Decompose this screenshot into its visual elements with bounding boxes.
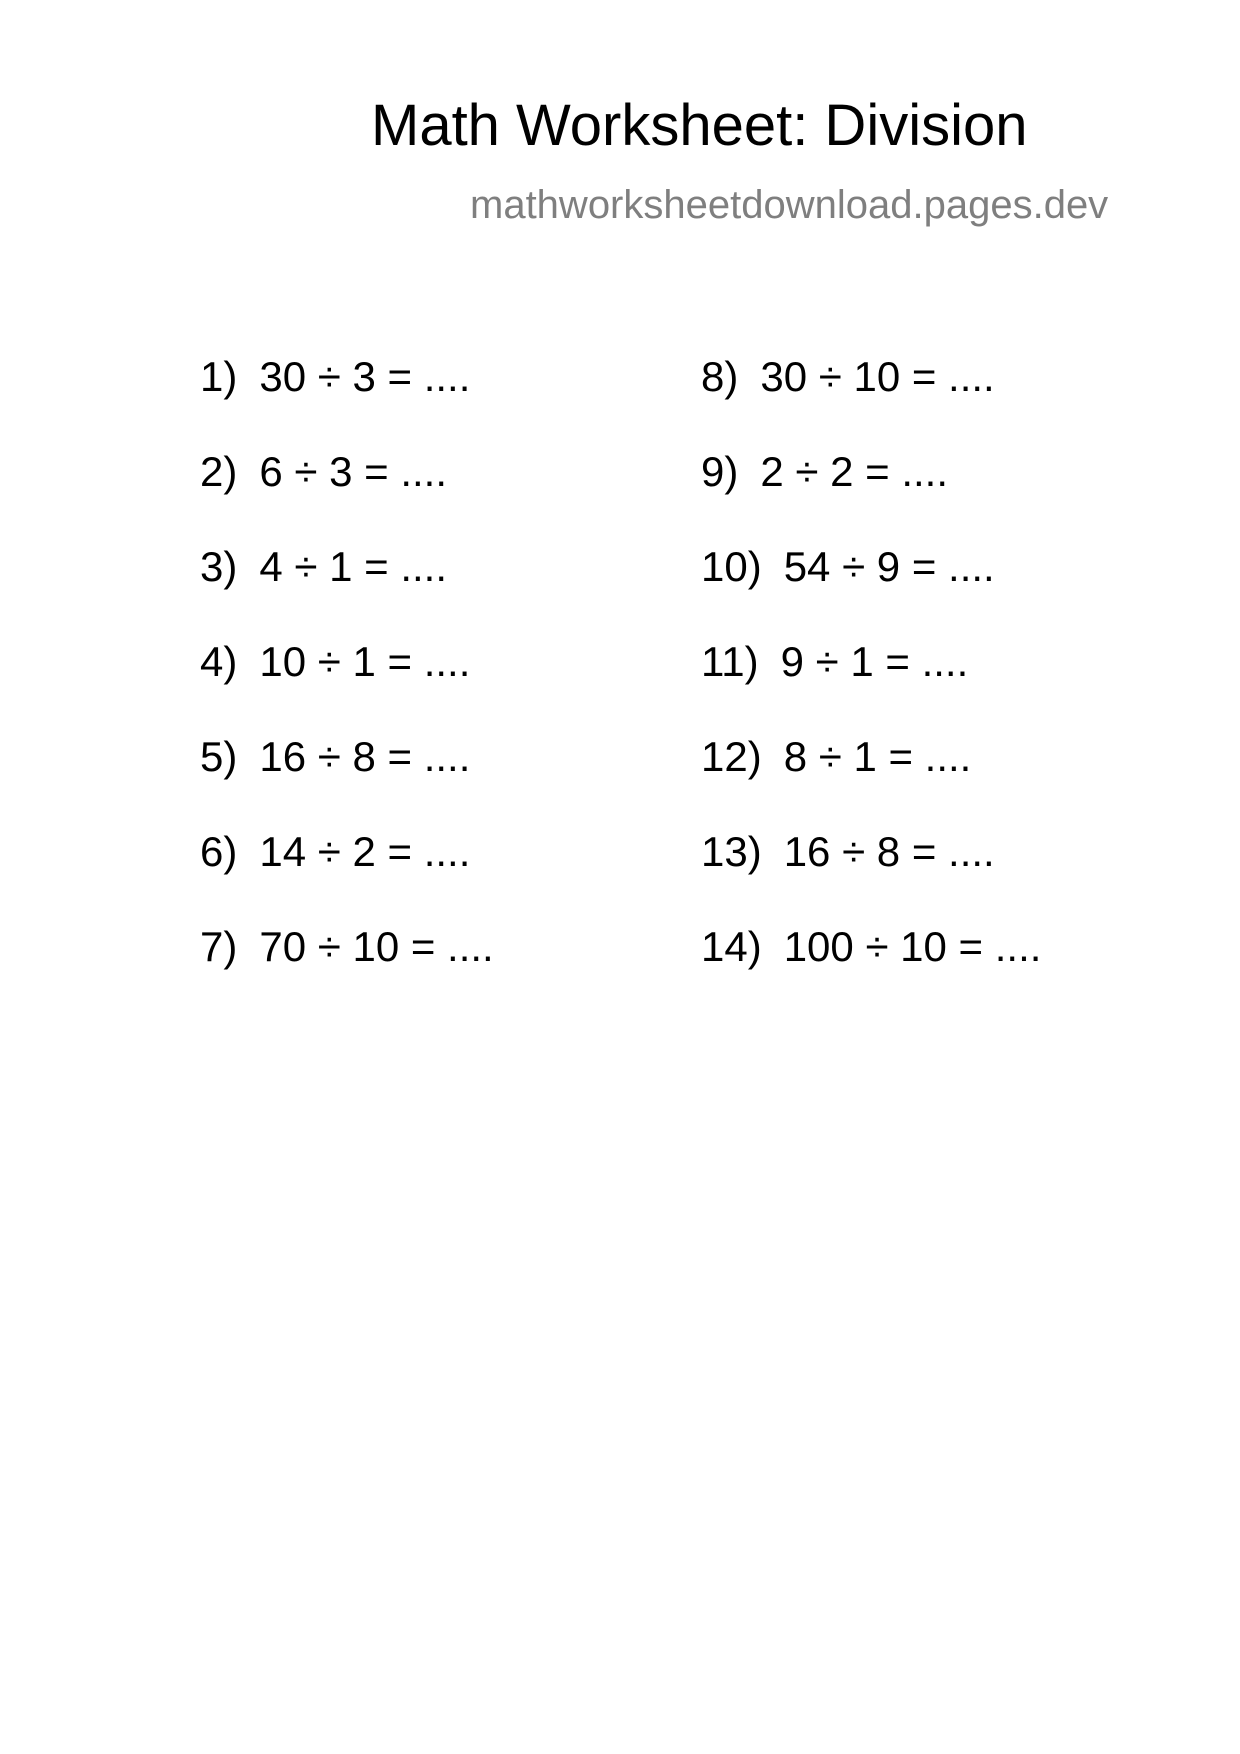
problem-item [701, 540, 1041, 635]
problem-number: 3) [200, 543, 238, 590]
problem-column-left [200, 350, 494, 1015]
problem-expression: 70 ÷ 10 = .... [259, 923, 494, 970]
problem-expression: 30 ÷ 10 = .... [760, 353, 995, 400]
problem-number: 11) [701, 638, 759, 685]
problem-item [701, 350, 1041, 445]
problem-number: 1) [200, 353, 238, 400]
problem-expression: 9 ÷ 1 = .... [780, 638, 969, 685]
problem-item [701, 825, 1041, 920]
problem-expression: 2 ÷ 2 = .... [760, 448, 949, 495]
problem-number: 8) [701, 353, 739, 400]
problem-item [200, 635, 494, 730]
problem-item [200, 350, 494, 445]
problem-item [200, 825, 494, 920]
problem-number: 4) [200, 638, 238, 685]
problem-item [200, 540, 494, 635]
problem-item [701, 635, 1041, 730]
website-url: mathworksheetdownload.pages.dev [470, 183, 1109, 227]
problem-number: 9) [701, 448, 739, 495]
problem-expression: 8 ÷ 1 = .... [783, 733, 972, 780]
problem-number: 2) [200, 448, 238, 495]
problem-item [701, 730, 1041, 825]
problem-expression: 14 ÷ 2 = .... [259, 828, 471, 875]
problem-expression: 10 ÷ 1 = .... [259, 638, 471, 685]
problem-expression: 16 ÷ 8 = .... [783, 828, 995, 875]
problem-number: 7) [200, 923, 238, 970]
problem-expression: 30 ÷ 3 = .... [259, 353, 471, 400]
problem-item [701, 920, 1041, 1015]
worksheet-title: Math Worksheet: Division [371, 93, 1028, 158]
problem-number: 6) [200, 828, 238, 875]
problem-item [200, 445, 494, 540]
problem-number: 14) [701, 923, 762, 970]
problem-number: 5) [200, 733, 238, 780]
problem-number: 13) [701, 828, 762, 875]
problem-expression: 6 ÷ 3 = .... [259, 448, 448, 495]
problem-grid [0, 350, 1240, 970]
problem-number: 10) [701, 543, 762, 590]
problem-expression: 16 ÷ 8 = .... [259, 733, 471, 780]
problem-expression: 4 ÷ 1 = .... [259, 543, 448, 590]
problem-item [200, 730, 494, 825]
problem-expression: 100 ÷ 10 = .... [783, 923, 1042, 970]
problem-item [200, 920, 494, 1015]
problem-item [701, 445, 1041, 540]
problem-number: 12) [701, 733, 762, 780]
problem-column-right [701, 350, 1041, 1015]
problem-expression: 54 ÷ 9 = .... [783, 543, 995, 590]
